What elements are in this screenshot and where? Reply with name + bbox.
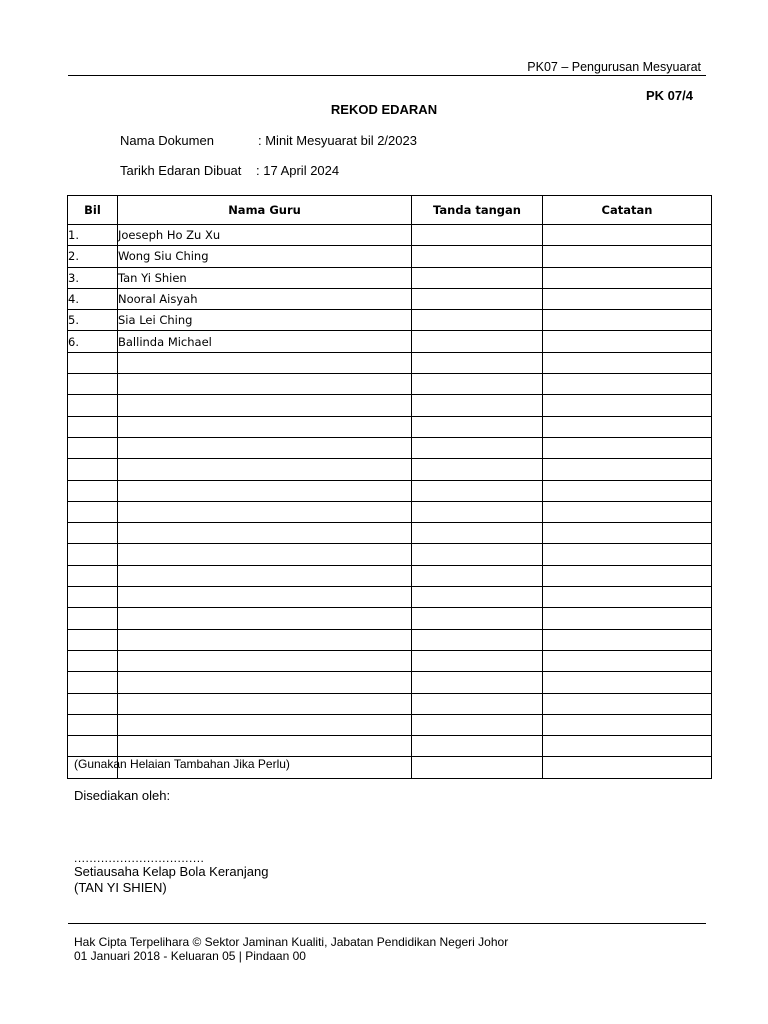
table-row bbox=[68, 523, 712, 544]
row-tanda-tangan bbox=[412, 374, 543, 395]
row-bil bbox=[68, 736, 118, 757]
row-nama-guru bbox=[118, 672, 412, 693]
row-tanda-tangan bbox=[412, 587, 543, 608]
form-name-header: PK07 – Pengurusan Mesyuarat bbox=[527, 60, 701, 74]
row-catatan bbox=[543, 672, 712, 693]
row-catatan bbox=[543, 565, 712, 586]
signature-line: .................................. bbox=[74, 851, 205, 865]
row-tanda-tangan bbox=[412, 544, 543, 565]
table-row bbox=[68, 288, 712, 309]
table-row bbox=[68, 544, 712, 565]
footer-copyright: Hak Cipta Terpelihara © Sektor Jaminan Kualiti, Jabatan Pendidikan Negeri Johor bbox=[74, 935, 509, 949]
row-tanda-tangan bbox=[412, 331, 543, 352]
table-row bbox=[68, 480, 712, 501]
row-catatan bbox=[543, 629, 712, 650]
row-nama-guru bbox=[118, 650, 412, 671]
row-catatan bbox=[543, 267, 712, 288]
row-tanda-tangan bbox=[412, 225, 543, 246]
row-nama-guru bbox=[118, 693, 412, 714]
table-row bbox=[68, 736, 712, 757]
doc-name-label: Nama Dokumen bbox=[120, 133, 214, 148]
row-catatan bbox=[543, 288, 712, 309]
row-bil: 5. bbox=[68, 310, 118, 331]
row-catatan bbox=[543, 331, 712, 352]
row-catatan bbox=[543, 246, 712, 267]
table-row bbox=[68, 501, 712, 522]
row-tanda-tangan bbox=[412, 416, 543, 437]
row-bil bbox=[68, 608, 118, 629]
signatory-name: (TAN YI SHIEN) bbox=[74, 880, 167, 895]
row-tanda-tangan bbox=[412, 310, 543, 331]
row-nama-guru bbox=[118, 480, 412, 501]
table-row bbox=[68, 650, 712, 671]
footer-revision: 01 Januari 2018 - Keluaran 05 | Pindaan 00 bbox=[74, 949, 306, 963]
row-bil bbox=[68, 629, 118, 650]
table-row bbox=[68, 714, 712, 735]
row-bil bbox=[68, 672, 118, 693]
table-row bbox=[68, 437, 712, 458]
header-catatan: Catatan bbox=[543, 196, 712, 225]
signatory-role: Setiausaha Kelap Bola Keranjang bbox=[74, 864, 269, 879]
row-catatan bbox=[543, 501, 712, 522]
row-bil: 4. bbox=[68, 288, 118, 309]
header-bil: Bil bbox=[68, 196, 118, 225]
row-nama-guru: Ballinda Michael bbox=[118, 331, 412, 352]
row-catatan bbox=[543, 225, 712, 246]
header-nama-guru: Nama Guru bbox=[118, 196, 412, 225]
footer-divider bbox=[68, 923, 706, 924]
table-row bbox=[68, 267, 712, 288]
row-tanda-tangan bbox=[412, 565, 543, 586]
row-nama-guru bbox=[118, 736, 412, 757]
table-row bbox=[68, 395, 712, 416]
row-tanda-tangan bbox=[412, 608, 543, 629]
table-row bbox=[68, 672, 712, 693]
row-catatan bbox=[543, 693, 712, 714]
row-catatan bbox=[543, 310, 712, 331]
row-bil: 2. bbox=[68, 246, 118, 267]
row-catatan bbox=[543, 544, 712, 565]
row-bil bbox=[68, 374, 118, 395]
extra-sheet-note: (Gunakan Helaian Tambahan Jika Perlu) bbox=[74, 757, 290, 771]
table-row bbox=[68, 459, 712, 480]
row-nama-guru bbox=[118, 629, 412, 650]
row-tanda-tangan bbox=[412, 501, 543, 522]
row-tanda-tangan bbox=[412, 523, 543, 544]
header-tanda-tangan: Tanda tangan bbox=[412, 196, 543, 225]
row-nama-guru bbox=[118, 437, 412, 458]
prepared-by-label: Disediakan oleh: bbox=[74, 788, 171, 803]
row-catatan bbox=[543, 437, 712, 458]
form-code: PK 07/4 bbox=[646, 88, 693, 103]
circulation-table bbox=[67, 195, 712, 779]
row-tanda-tangan bbox=[412, 246, 543, 267]
row-bil: 1. bbox=[68, 225, 118, 246]
row-catatan bbox=[543, 608, 712, 629]
table-row bbox=[68, 331, 712, 352]
row-tanda-tangan bbox=[412, 693, 543, 714]
row-tanda-tangan bbox=[412, 352, 543, 373]
issue-date-label: Tarikh Edaran Dibuat bbox=[120, 163, 242, 178]
row-bil bbox=[68, 714, 118, 735]
row-bil bbox=[68, 395, 118, 416]
row-bil bbox=[68, 352, 118, 373]
row-bil bbox=[68, 650, 118, 671]
table-row bbox=[68, 416, 712, 437]
row-bil: 3. bbox=[68, 267, 118, 288]
row-tanda-tangan bbox=[412, 736, 543, 757]
row-tanda-tangan bbox=[412, 672, 543, 693]
table-row bbox=[68, 374, 712, 395]
row-tanda-tangan bbox=[412, 757, 543, 778]
row-catatan bbox=[543, 480, 712, 501]
row-bil bbox=[68, 544, 118, 565]
row-tanda-tangan bbox=[412, 395, 543, 416]
issue-date-value: : 17 April 2024 bbox=[256, 163, 340, 178]
row-nama-guru bbox=[118, 714, 412, 735]
table-row bbox=[68, 608, 712, 629]
row-catatan bbox=[543, 374, 712, 395]
row-tanda-tangan bbox=[412, 480, 543, 501]
row-nama-guru bbox=[118, 501, 412, 522]
table-row bbox=[68, 693, 712, 714]
row-nama-guru bbox=[118, 352, 412, 373]
table-row bbox=[68, 310, 712, 331]
row-tanda-tangan bbox=[412, 714, 543, 735]
row-nama-guru: Tan Yi Shien bbox=[118, 267, 412, 288]
row-nama-guru bbox=[118, 608, 412, 629]
row-catatan bbox=[543, 352, 712, 373]
row-nama-guru bbox=[118, 459, 412, 480]
row-nama-guru bbox=[118, 565, 412, 586]
row-catatan bbox=[543, 523, 712, 544]
table-row bbox=[68, 565, 712, 586]
row-catatan bbox=[543, 395, 712, 416]
row-tanda-tangan bbox=[412, 459, 543, 480]
row-tanda-tangan bbox=[412, 437, 543, 458]
row-bil bbox=[68, 459, 118, 480]
row-nama-guru bbox=[118, 374, 412, 395]
row-nama-guru: Sia Lei Ching bbox=[118, 310, 412, 331]
row-nama-guru bbox=[118, 416, 412, 437]
row-nama-guru bbox=[118, 523, 412, 544]
row-bil bbox=[68, 523, 118, 544]
row-nama-guru: Joeseph Ho Zu Xu bbox=[118, 225, 412, 246]
row-tanda-tangan bbox=[412, 629, 543, 650]
row-nama-guru bbox=[118, 587, 412, 608]
row-bil bbox=[68, 693, 118, 714]
table-row bbox=[68, 629, 712, 650]
row-catatan bbox=[543, 459, 712, 480]
row-catatan bbox=[543, 714, 712, 735]
row-nama-guru bbox=[118, 395, 412, 416]
row-tanda-tangan bbox=[412, 650, 543, 671]
table-row bbox=[68, 587, 712, 608]
row-nama-guru bbox=[118, 544, 412, 565]
row-catatan bbox=[543, 757, 712, 778]
row-bil bbox=[68, 480, 118, 501]
row-bil bbox=[68, 416, 118, 437]
row-bil bbox=[68, 437, 118, 458]
row-bil bbox=[68, 501, 118, 522]
row-nama-guru: Wong Siu Ching bbox=[118, 246, 412, 267]
row-catatan bbox=[543, 587, 712, 608]
table-row bbox=[68, 352, 712, 373]
table-row bbox=[68, 246, 712, 267]
page-title: REKOD EDARAN bbox=[330, 102, 438, 117]
row-bil bbox=[68, 565, 118, 586]
row-tanda-tangan bbox=[412, 288, 543, 309]
table-header-row bbox=[68, 196, 712, 225]
header-divider bbox=[68, 75, 706, 76]
row-catatan bbox=[543, 416, 712, 437]
row-nama-guru: Nooral Aisyah bbox=[118, 288, 412, 309]
row-bil: 6. bbox=[68, 331, 118, 352]
row-catatan bbox=[543, 736, 712, 757]
row-catatan bbox=[543, 650, 712, 671]
table-row bbox=[68, 225, 712, 246]
row-bil bbox=[68, 587, 118, 608]
row-tanda-tangan bbox=[412, 267, 543, 288]
doc-name-value: : Minit Mesyuarat bil 2/2023 bbox=[258, 133, 417, 148]
